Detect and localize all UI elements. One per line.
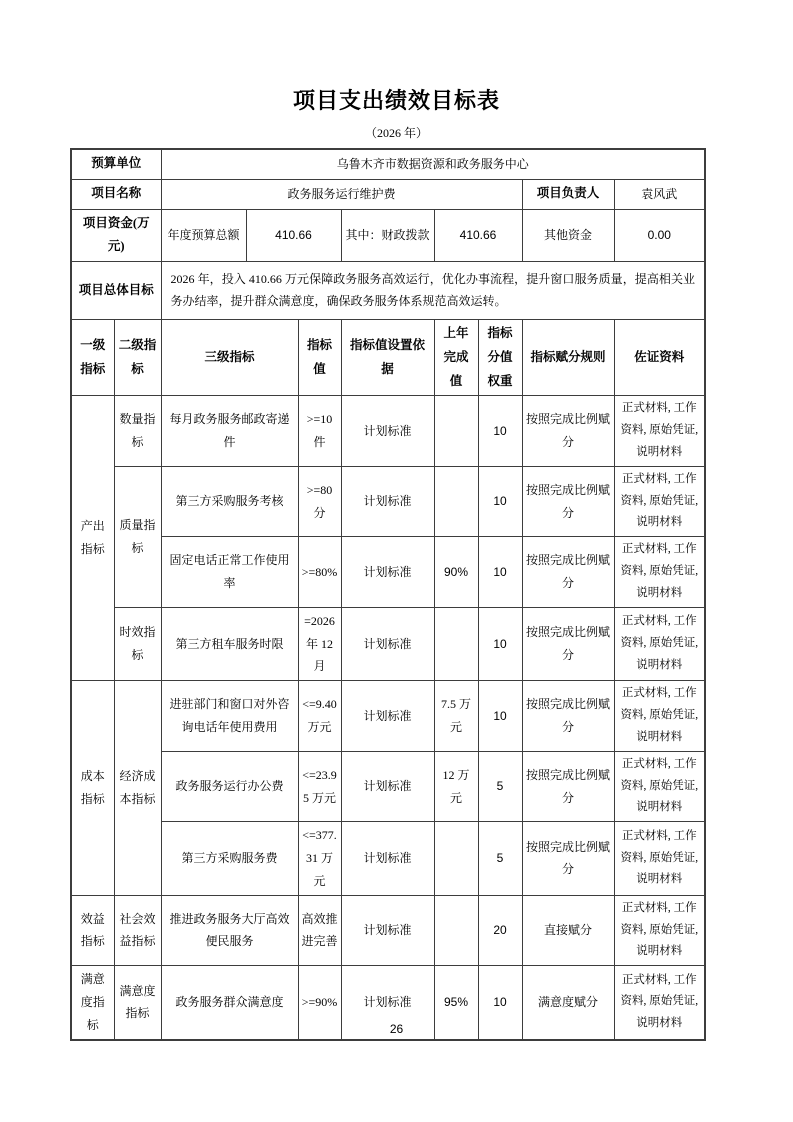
project-name-value: 政务服务运行维护费 [161, 179, 522, 209]
header-weight: 指标分值权重 [478, 320, 522, 396]
indicator-row [71, 822, 705, 895]
rule-cell: 满意度赋分 [522, 966, 614, 1040]
evidence-cell: 正式材料, 工作资料, 原始凭证, 说明材料 [614, 751, 705, 822]
level2-cell: 满意度指标 [114, 966, 161, 1040]
level1-cell: 满意度指标 [71, 966, 114, 1040]
page-title: 项目支出绩效目标表 [292, 88, 500, 113]
rule-cell: 按照完成比例赋分 [522, 607, 614, 680]
rule-cell: 直接赋分 [522, 895, 614, 966]
indicator-row [71, 681, 705, 752]
weight-cell: 10 [478, 681, 522, 752]
page-number: 26 [389, 1022, 404, 1036]
indicator-row [71, 396, 705, 467]
fiscal-allocation-value: 410.66 [434, 209, 522, 262]
basis-cell: 计划标准 [341, 966, 434, 1040]
indicator-row [71, 895, 705, 966]
level2-cell: 时效指标 [114, 607, 161, 680]
basis-cell: 计划标准 [341, 396, 434, 467]
weight-cell: 10 [478, 537, 522, 608]
prev-year-cell: 90% [434, 537, 478, 608]
other-funds-label: 其他资金 [522, 209, 614, 262]
prev-year-cell [434, 895, 478, 966]
project-leader-label: 项目负责人 [522, 179, 614, 209]
basis-cell: 计划标准 [341, 681, 434, 752]
prev-year-cell [434, 396, 478, 467]
overall-goal-value: 2026 年，投入 410.66 万元保障政务服务高效运行，优化办事流程，提升窗口服务质量，提高相关业务办结率，提升群众满意度，确保政务服务体系规范高效运转。 [161, 262, 705, 320]
weight-cell: 10 [478, 396, 522, 467]
header-level3: 三级指标 [161, 320, 298, 396]
project-funds-row [71, 209, 705, 262]
level1-cell: 效益指标 [71, 895, 114, 966]
indicator-row [71, 537, 705, 608]
annual-total-value: 410.66 [246, 209, 341, 262]
evidence-cell: 正式材料, 工作资料, 原始凭证, 说明材料 [614, 537, 705, 608]
basis-cell: 计划标准 [341, 537, 434, 608]
evidence-cell: 正式材料, 工作资料, 原始凭证, 说明材料 [614, 822, 705, 895]
level2-cell: 质量指标 [114, 466, 161, 607]
fiscal-allocation-label: 其中：财政拨款 [341, 209, 434, 262]
project-name-label: 项目名称 [71, 179, 161, 209]
basis-cell: 计划标准 [341, 466, 434, 537]
evidence-cell: 正式材料, 工作资料, 原始凭证, 说明材料 [614, 966, 705, 1040]
evidence-cell: 正式材料, 工作资料, 原始凭证, 说明材料 [614, 466, 705, 537]
weight-cell: 5 [478, 822, 522, 895]
indicator-row [71, 607, 705, 680]
indicator-row [71, 466, 705, 537]
value-cell: <=377.31 万元 [298, 822, 341, 895]
project-leader-value: 袁风武 [614, 179, 705, 209]
value-cell: <=9.40 万元 [298, 681, 341, 752]
prev-year-cell: 12 万元 [434, 751, 478, 822]
annual-total-label: 年度预算总额 [161, 209, 246, 262]
level2-cell: 经济成本指标 [114, 681, 161, 895]
rule-cell: 按照完成比例赋分 [522, 681, 614, 752]
value-cell: >=80 分 [298, 466, 341, 537]
evidence-cell: 正式材料, 工作资料, 原始凭证, 说明材料 [614, 607, 705, 680]
basis-cell: 计划标准 [341, 607, 434, 680]
level3-cell: 每月政务服务邮政寄递件 [161, 396, 298, 467]
header-basis: 指标值设置依据 [341, 320, 434, 396]
header-value: 指标值 [298, 320, 341, 396]
rule-cell: 按照完成比例赋分 [522, 537, 614, 608]
budget-unit-label: 预算单位 [71, 149, 161, 179]
evidence-cell: 正式材料, 工作资料, 原始凭证, 说明材料 [614, 396, 705, 467]
indicator-header-row [71, 320, 705, 396]
prev-year-cell [434, 822, 478, 895]
prev-year-cell [434, 607, 478, 680]
evidence-cell: 正式材料, 工作资料, 原始凭证, 说明材料 [614, 895, 705, 966]
budget-unit-value: 乌鲁木齐市数据资源和政务服务中心 [161, 149, 705, 179]
basis-cell: 计划标准 [341, 751, 434, 822]
header-evidence: 佐证资料 [614, 320, 705, 396]
weight-cell: 20 [478, 895, 522, 966]
weight-cell: 10 [478, 966, 522, 1040]
overall-goal-label: 项目总体目标 [71, 262, 161, 320]
value-cell: >=10 件 [298, 396, 341, 467]
project-funds-label: 项目资金(万元) [71, 209, 161, 262]
header-level2: 二级指标 [114, 320, 161, 396]
page-subtitle: （2026 年） [364, 126, 428, 140]
level3-cell: 固定电话正常工作使用率 [161, 537, 298, 608]
level2-cell: 社会效益指标 [114, 895, 161, 966]
level3-cell: 政务服务群众满意度 [161, 966, 298, 1040]
prev-year-cell: 7.5 万元 [434, 681, 478, 752]
level3-cell: 第三方租车服务时限 [161, 607, 298, 680]
project-name-row [71, 179, 705, 209]
prev-year-cell [434, 466, 478, 537]
basis-cell: 计划标准 [341, 822, 434, 895]
rule-cell: 按照完成比例赋分 [522, 396, 614, 467]
weight-cell: 10 [478, 466, 522, 537]
budget-unit-row [71, 149, 705, 179]
basis-cell: 计划标准 [341, 895, 434, 966]
rule-cell: 按照完成比例赋分 [522, 822, 614, 895]
level2-cell: 数量指标 [114, 396, 161, 467]
level3-cell: 推进政务服务大厅高效便民服务 [161, 895, 298, 966]
level1-cell: 成本指标 [71, 681, 114, 895]
weight-cell: 5 [478, 751, 522, 822]
value-cell: =2026 年 12 月 [298, 607, 341, 680]
level3-cell: 第三方采购服务费 [161, 822, 298, 895]
prev-year-cell: 95% [434, 966, 478, 1040]
other-funds-value: 0.00 [614, 209, 705, 262]
evidence-cell: 正式材料, 工作资料, 原始凭证, 说明材料 [614, 681, 705, 752]
value-cell: >=90% [298, 966, 341, 1040]
overall-goal-row [71, 262, 705, 320]
header-level1: 一级指标 [71, 320, 114, 396]
value-cell: >=80% [298, 537, 341, 608]
indicator-row [71, 751, 705, 822]
rule-cell: 按照完成比例赋分 [522, 751, 614, 822]
value-cell: 高效推进完善 [298, 895, 341, 966]
value-cell: <=23.95 万元 [298, 751, 341, 822]
level3-cell: 进驻部门和窗口对外咨询电话年使用费用 [161, 681, 298, 752]
level3-cell: 政务服务运行办公费 [161, 751, 298, 822]
header-rule: 指标赋分规则 [522, 320, 614, 396]
level1-cell: 产出指标 [71, 396, 114, 681]
level3-cell: 第三方采购服务考核 [161, 466, 298, 537]
weight-cell: 10 [478, 607, 522, 680]
rule-cell: 按照完成比例赋分 [522, 466, 614, 537]
header-prev-year: 上年完成值 [434, 320, 478, 396]
performance-target-table [70, 148, 706, 1041]
